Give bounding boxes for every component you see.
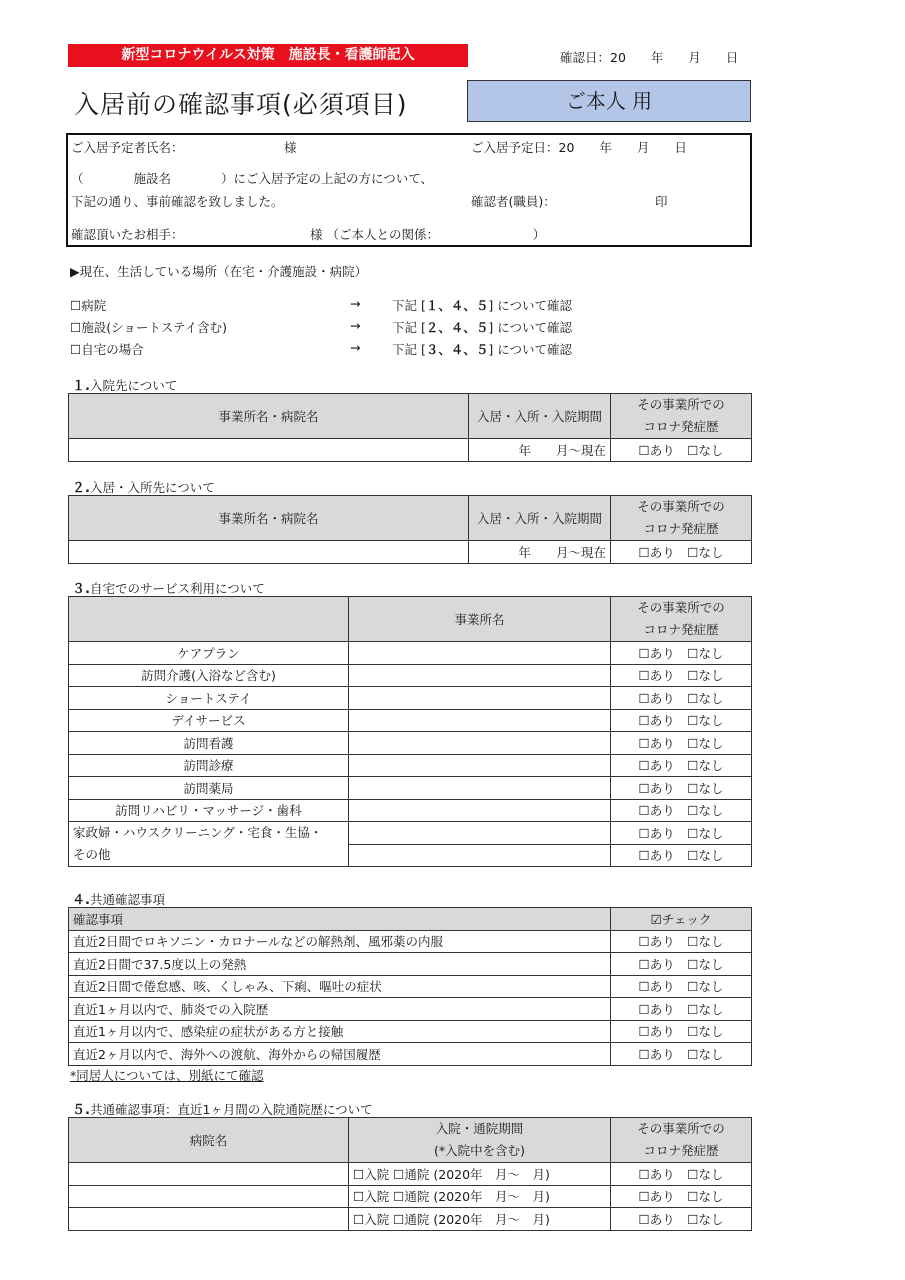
yes-no-cell[interactable]: ☐あり ☐なし [611, 732, 752, 755]
sec1-table [68, 393, 752, 462]
table-row [69, 1020, 752, 1043]
table-row [69, 754, 752, 777]
period-cell[interactable]: ☐入院 ☐通院 (2020年 月～ 月) [349, 1208, 611, 1231]
confirmer-label: 確認者(職員)： [471, 194, 556, 209]
facility-line: （ 施設名 ）にご入居予定の上記の方について、 [71, 171, 434, 186]
check-item: 直近1ヶ月以内で、感染症の症状がある方と接触 [69, 1020, 611, 1043]
sec4-heading: ４.共通確認事項 [72, 892, 165, 908]
respondent-label: 確認頂いたお相手： [71, 227, 184, 242]
table-row [69, 732, 752, 755]
location-option-home[interactable]: ☐自宅の場合 [70, 342, 144, 357]
sama-label: 様 [284, 140, 297, 155]
yes-no-cell[interactable]: ☐あり ☐なし [611, 844, 752, 867]
yes-no-cell[interactable]: ☐あり ☐なし [611, 709, 752, 732]
yes-no-cell[interactable]: ☐あり ☐なし [611, 1163, 752, 1186]
yes-no-cell[interactable]: ☐あり ☐なし [611, 664, 752, 687]
arrow-home: → [350, 340, 361, 355]
move-in-date-label: ご入居予定日：20 年 月 日 [471, 140, 687, 155]
table-row [69, 777, 752, 800]
service-label: 訪問薬局 [69, 777, 349, 800]
col-period: 入居・入所・入院期間 [469, 496, 611, 541]
sec2-heading: ２.入居・入所先について [72, 480, 215, 496]
yes-no-cell[interactable]: ☐あり ☐なし [611, 1185, 752, 1208]
sec5-heading: ５.共通確認事項：直近1ヶ月間の入院通院歴について [72, 1102, 373, 1118]
yes-no-cell[interactable]: ☐あり ☐なし [611, 799, 752, 822]
office-cell[interactable] [349, 642, 611, 665]
check-item: 直近2日間で37.5度以上の発熱 [69, 953, 611, 976]
yes-no-cell[interactable]: ☐あり ☐なし [611, 754, 752, 777]
yes-no-cell[interactable]: ☐あり ☐なし [611, 953, 752, 976]
check-item: 直近1ヶ月以内で、肺炎での入院歴 [69, 998, 611, 1021]
col-office: 事業所名 [349, 597, 611, 642]
yes-no-cell[interactable]: ☐あり ☐なし [611, 822, 752, 845]
col-check: ☑チェック [611, 908, 752, 931]
col-covid: その事業所での コロナ発症歴 [611, 394, 752, 439]
check-item: 直近2日間でロキソニン・カロナールなどの解熱剤、風邪薬の内服 [69, 930, 611, 953]
service-label: ケアプラン [69, 642, 349, 665]
yes-no-cell[interactable]: ☐あり ☐なし [611, 642, 752, 665]
table-row [69, 709, 752, 732]
sec2-table [68, 495, 752, 564]
service-label: 訪問リハビリ・マッサージ・歯科 [69, 799, 349, 822]
arrow-facility: → [350, 318, 361, 333]
yes-no-cell[interactable]: ☐あり ☐なし [611, 998, 752, 1021]
period-cell[interactable]: ☐入院 ☐通院 (2020年 月～ 月) [349, 1185, 611, 1208]
col-period: 入院・通院期間 (*入院中を含む) [349, 1118, 611, 1163]
yes-no-cell[interactable]: ☐あり ☐なし [611, 1043, 752, 1066]
table-row [69, 1163, 752, 1186]
seal-label: 印 [655, 194, 668, 209]
col-service [69, 597, 349, 642]
table-row [69, 975, 752, 998]
cohabitant-note: *同居人については、別紙にて確認 [70, 1068, 264, 1083]
check-item: 直近2ヶ月以内で、海外への渡航、海外からの帰国履歴 [69, 1043, 611, 1066]
table-row [69, 642, 752, 665]
check-item: 直近2日間で倦怠感、咳、くしゃみ、下痢、嘔吐の症状 [69, 975, 611, 998]
table-row [69, 1185, 752, 1208]
table-row [69, 541, 752, 564]
table-row [69, 664, 752, 687]
col-item: 確認事項 [69, 908, 611, 931]
sec1-heading: １.入院先について [72, 378, 178, 394]
page-title: 入居前の確認事項(必須項目) [74, 90, 408, 119]
hospital-cell[interactable] [69, 1208, 349, 1231]
yes-no-cell[interactable]: ☐あり ☐なし [611, 541, 752, 564]
sec3-heading: ３.自宅でのサービス利用について [72, 581, 265, 597]
table-row [69, 687, 752, 710]
col-covid: その事業所での コロナ発症歴 [611, 597, 752, 642]
office-cell[interactable] [349, 822, 611, 845]
hospital-cell[interactable] [69, 1185, 349, 1208]
yes-no-cell[interactable]: ☐あり ☐なし [611, 439, 752, 462]
office-cell[interactable] [349, 732, 611, 755]
office-cell[interactable] [349, 754, 611, 777]
name-cell[interactable] [69, 439, 469, 462]
yes-no-cell[interactable]: ☐あり ☐なし [611, 687, 752, 710]
table-row [69, 799, 752, 822]
sec4-table [68, 907, 752, 1066]
office-cell[interactable] [349, 777, 611, 800]
info-box [66, 133, 752, 247]
service-label: ショートステイ [69, 687, 349, 710]
office-cell[interactable] [349, 799, 611, 822]
yes-no-cell[interactable]: ☐あり ☐なし [611, 777, 752, 800]
table-row [69, 439, 752, 462]
name-cell[interactable] [69, 541, 469, 564]
col-period: 入居・入所・入院期間 [469, 394, 611, 439]
service-label: デイサービス [69, 709, 349, 732]
col-covid: その事業所での コロナ発症歴 [611, 496, 752, 541]
relation-label: 様 （ご本人との関係： ） [310, 227, 546, 242]
table-row [69, 998, 752, 1021]
location-heading: ▶現在、生活している場所（在宅・介護施設・病院） [70, 264, 368, 279]
sec5-table [68, 1117, 752, 1231]
office-cell[interactable] [349, 844, 611, 867]
target-hospital: 下記 [１、４、５] について確認 [392, 298, 572, 313]
table-row [69, 953, 752, 976]
office-cell[interactable] [349, 709, 611, 732]
statement-line: 下記の通り、事前確認を致しました。 [71, 194, 284, 209]
hospital-cell[interactable] [69, 1163, 349, 1186]
yes-no-cell[interactable]: ☐あり ☐なし [611, 975, 752, 998]
yes-no-cell[interactable]: ☐あり ☐なし [611, 1020, 752, 1043]
table-row [69, 1208, 752, 1231]
target-home: 下記 [３、４、５] について確認 [392, 342, 572, 357]
service-label: 訪問介護(入浴など含む) [69, 664, 349, 687]
period-cell[interactable]: ☐入院 ☐通院 (2020年 月～ 月) [349, 1163, 611, 1186]
office-cell[interactable] [349, 687, 611, 710]
table-row [69, 930, 752, 953]
office-cell[interactable] [349, 664, 611, 687]
yes-no-cell[interactable]: ☐あり ☐なし [611, 930, 752, 953]
period-cell[interactable]: 年 月～現在 [469, 541, 611, 564]
col-hospital: 病院名 [69, 1118, 349, 1163]
location-option-hospital[interactable]: ☐病院 [70, 298, 107, 313]
service-label: 訪問看護 [69, 732, 349, 755]
sec3-table [68, 596, 752, 867]
period-cell[interactable]: 年 月～現在 [469, 439, 611, 462]
for-whom-badge: ご本人 用 [467, 80, 751, 122]
header-banner: 新型コロナウイルス対策 施設長・看護師記入 [68, 44, 468, 67]
table-row [69, 822, 752, 845]
resident-name-label: ご入居予定者氏名： [71, 140, 184, 155]
col-name: 事業所名・病院名 [69, 394, 469, 439]
target-facility: 下記 [２、４、５] について確認 [392, 320, 572, 335]
yes-no-cell[interactable]: ☐あり ☐なし [611, 1208, 752, 1231]
service-label: 訪問診療 [69, 754, 349, 777]
col-covid: その事業所での コロナ発症歴 [611, 1118, 752, 1163]
table-row [69, 1043, 752, 1066]
service-label-other: 家政婦・ハウスクリーニング・宅食・生協・ その他 [69, 822, 349, 867]
confirm-date: 確認日：20 年 月 日 [560, 50, 739, 65]
location-option-facility[interactable]: ☐施設(ショートステイ含む) [70, 320, 227, 335]
col-name: 事業所名・病院名 [69, 496, 469, 541]
arrow-hospital: → [350, 296, 361, 311]
